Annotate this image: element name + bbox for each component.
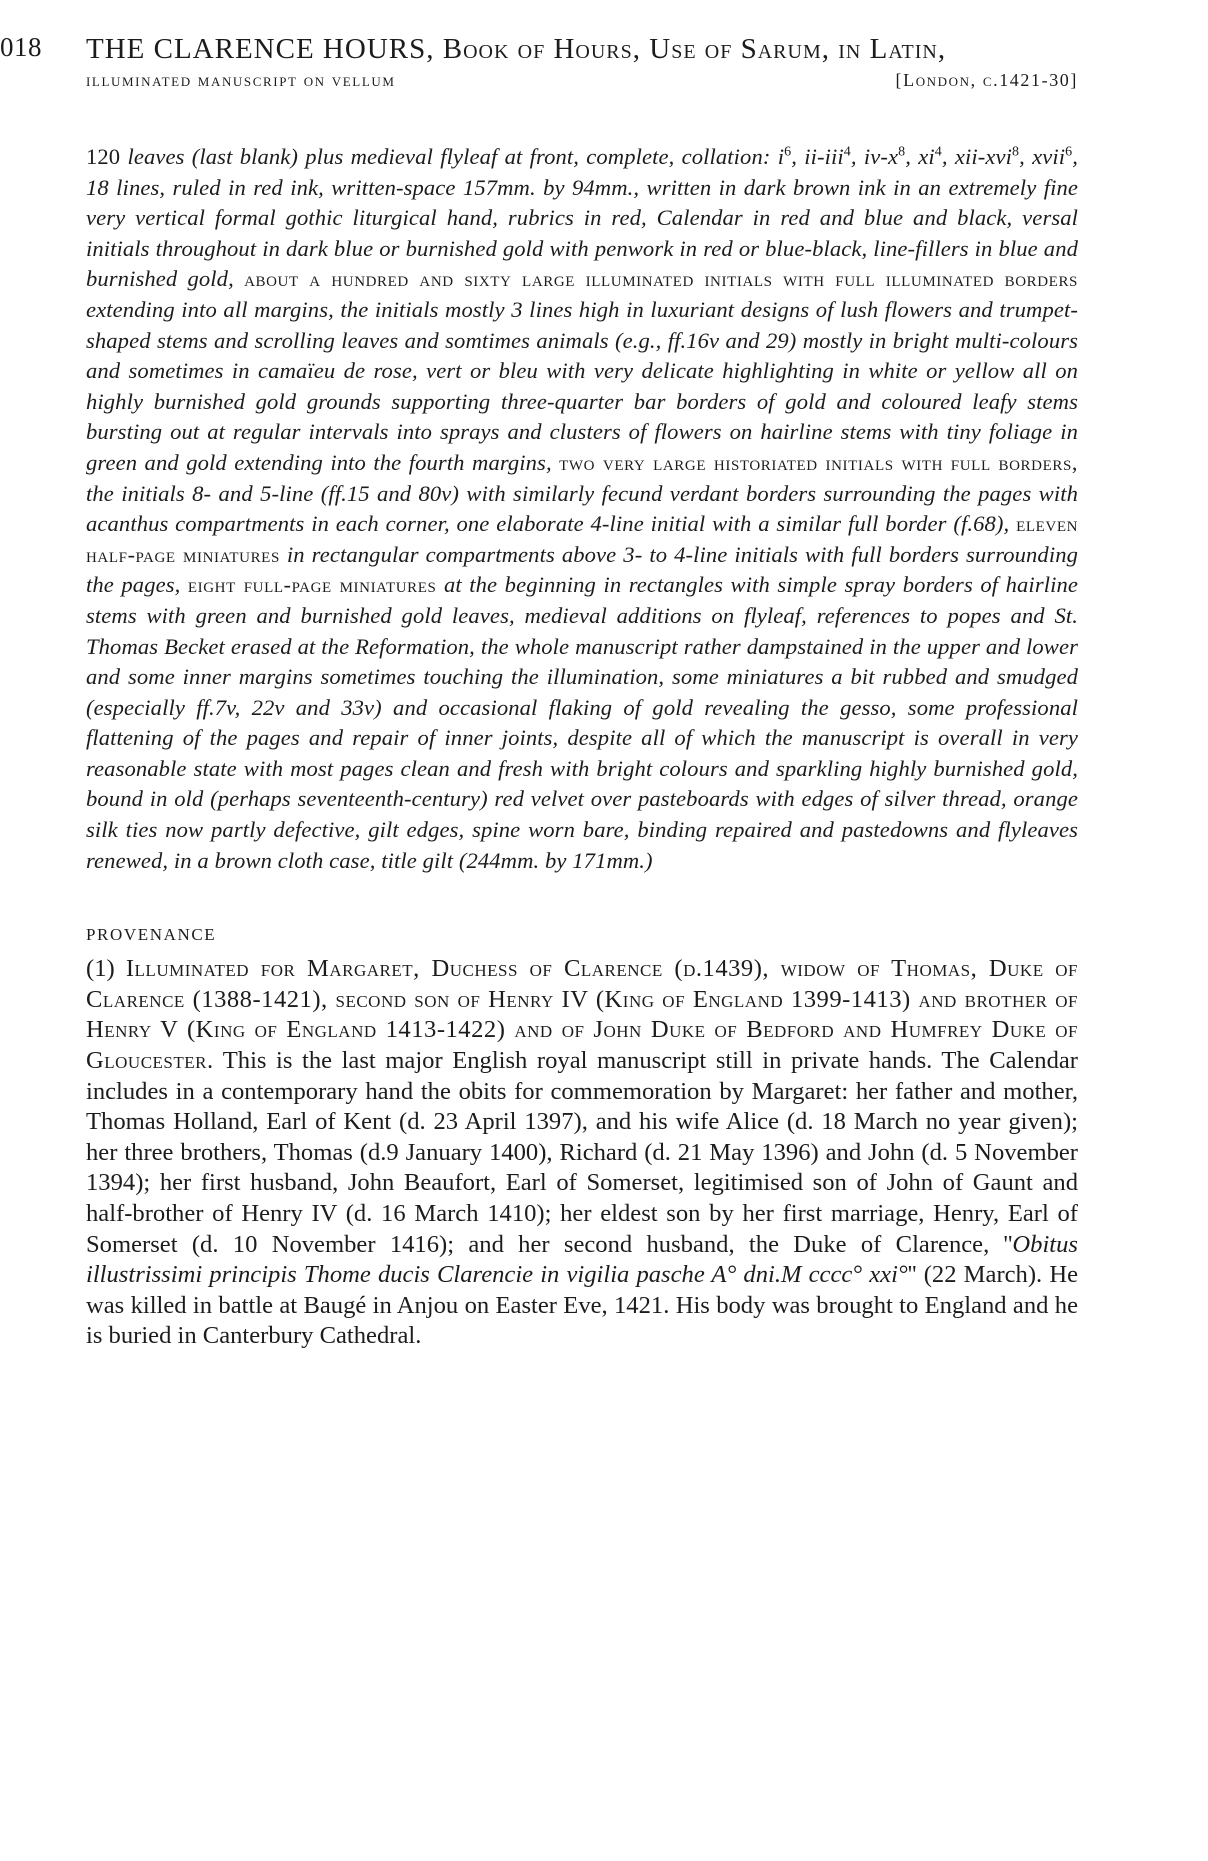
desc-sup: 8 [898,144,906,160]
desc-text: leaves (last blank) plus medieval flyleaf at front, complete, collation: i [127,144,785,169]
title-rest: , Book of Hours, Use of Sarum, in Latin, [426,33,947,65]
desc-caps: eleven half-page miniatures [86,511,1079,567]
desc-text: at the beginning in rectangles with simple spray borders of hairline stems with green and burnished gold leaves, medieval additions on flyleaf, references to popes and St. Thomas Becket erased at the Reformation, the whole manuscript rather dampstained in the upper and lower and some inner margins sometimes touching the illumination, some miniatures a bit rubbed and smudged (especially ff.7v, 22v and 33v) and occasional flaking of gold revealing the gesso, some professional flattening of the pages and repair of inner joints, despite all of which the manuscript is overall in very reasonable state with most pages clean and fresh with bright colours and sparkling highly burnished gold, bound in old (perhaps seventeenth-century) red velvet over pasteboards with edges of silver thread, orange silk ties now partly defective, gilt edges, spine worn bare, binding repaired and pastedowns and flyleaves renewed, in a brown cloth case, title gilt (244mm. by 171mm.) [86,572,1078,873]
desc-text: , 18 lines, ruled in red ink, written-space 157mm. by 94mm., written in dark brown ink in an extremely fine very vertical formal gothic liturgical hand, rubrics in red, Calendar in red and blue and black, versal initials throughout in dark blue or burnished gold with penwork in red or blue-black, line-fillers in blue and burnished gold, [86,144,1079,292]
prov-caps: Illuminated for Margaret, Duchess of Clarence (d.1439), widow of Thomas, Duke of Clarence (1388-1421), second son of Henry IV (King of England 1399-1413) and brother of Henry V (King of England 1413-1422) and of John Duke of Bedford and Humfrey Duke of Gloucester. [86,955,1078,1075]
desc-sup: 8 [1012,144,1020,160]
desc-sup: 6 [784,144,792,160]
physical-description [86,142,1078,876]
desc-caps: two very large historiated initials with full borders, [559,449,1078,475]
provenance-heading: PROVENANCE [86,925,217,945]
desc-text: the initials 8- and 5-line (ff.15 and 80v) with similarly fecund verdant borders surrounding the pages with acanthus compartments in each corner, one elaborate 4-line initial with a similar full border (f.68), [86,480,1078,537]
desc-text: , xi [905,144,935,169]
desc-text: , xii-xvi [941,144,1013,169]
lot-subtitle: illuminated manuscript on vellum [86,70,396,90]
desc-sup: 4 [843,144,851,160]
desc-text: extending into all margins, the initials mostly 3 lines high in luxuriant designs of lush flowers and trumpet-shaped stems and scrolling leaves and somtimes animals (e.g., ff.16v and 29) mostly in bright multi-colours and sometimes in camaïeu de rose, vert or bleu with very delicate highlighting in white or yellow all on highly burnished gold grounds supporting three-quarter bar borders of gold and coloured leafy stems bursting out at regular intervals into sprays and clusters of flowers on hairline stems with tiny foliage in green and gold extending into the fourth margins, [86,296,1078,475]
prov-body: This is the last major English royal manuscript still in private hands. The Calendar includes in a contemporary hand the obits for commemoration by Margaret: her father and mother, Thomas Holland, Earl of Kent (d. 23 April 1397), and his wife Alice (d. 18 March no year given); her three brothers, Thomas (d.9 January 1400), Richard (d. 21 May 1396) and John (d. 5 November 1394); her first husband, John Beaufort, Earl of Somerset, legitimised son of John of Gaunt and half-brother of Henry IV (d. 16 March 1410); her eldest son by her first marriage, Henry, Earl of Somerset (d. 10 November 1416); and her second husband, the Duke of Clarence, '' [86,1047,1078,1258]
desc-text: , xvii [1019,144,1066,169]
desc-caps: about a hundred and sixty large illuminated initials with full illuminated borders [244,266,1078,292]
desc-text: in rectangular compartments above 3- to 4-line initials with full borders surrounding the pages, [86,541,1079,598]
desc-text: 120 [86,144,121,169]
prov-body: '' (22 March). He was killed in battle at Baugé in Anjou on Easter Eve, 1421. His body was brought to England and he is buried in Canterbury Cathedral. [86,1261,1078,1350]
prov-quote: Obitus illustrissimi principis Thome ducis Clarencie in vigilia pasche A° dni.M cccc° xxi° [86,1230,1078,1289]
title-main: THE CLARENCE HOURS [86,33,427,65]
lot-title [86,32,1078,66]
provenance-text [86,954,1078,1352]
desc-caps: eight full-page miniatures [187,572,437,598]
desc-text: , ii-iii [791,144,844,169]
prov-number: (1) [86,955,115,983]
lot-subtitle-row [86,68,1078,92]
lot-date: [London, c.1421-30] [895,70,1078,90]
desc-sup: 6 [1065,144,1073,160]
desc-sup: 4 [934,144,942,160]
lot-number: 018 [0,32,42,62]
catalogue-entry [86,32,1078,1377]
desc-text: , iv-x [850,144,899,169]
